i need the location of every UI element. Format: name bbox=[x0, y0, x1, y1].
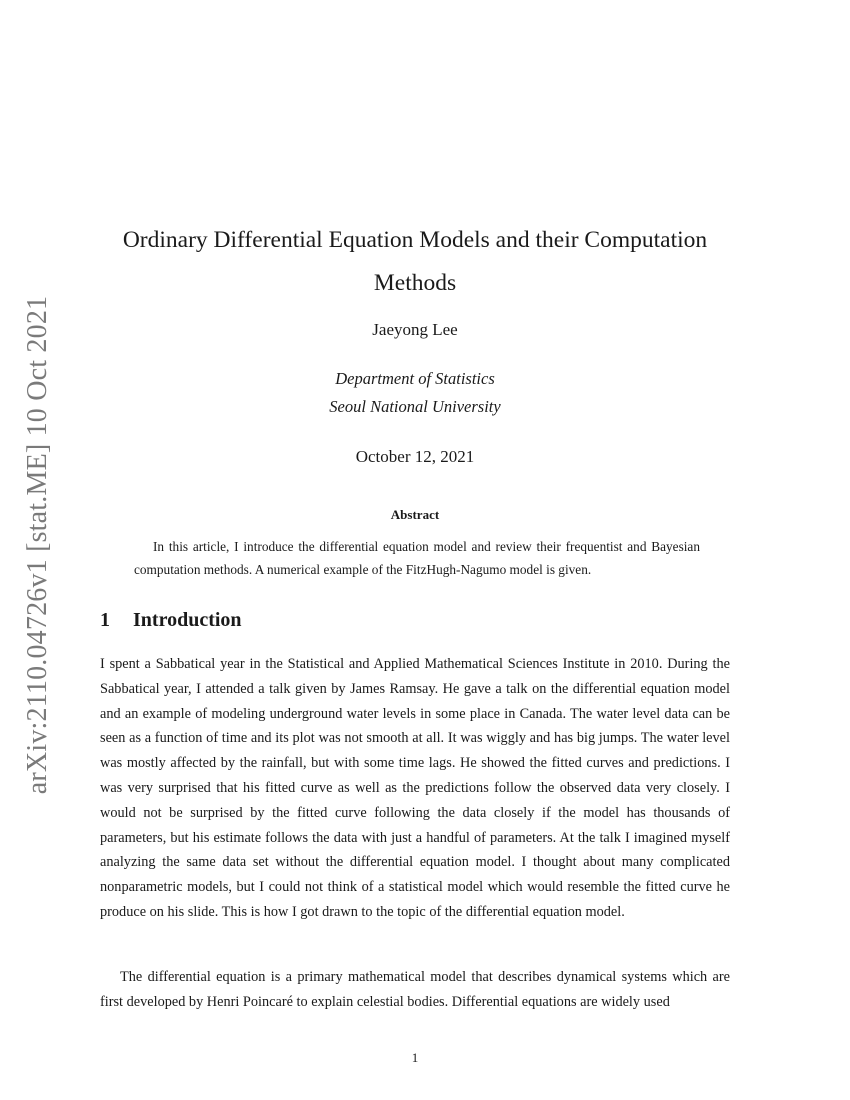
section-number: 1 bbox=[100, 609, 110, 631]
abstract-heading: Abstract bbox=[390, 507, 440, 522]
page-number: 1 bbox=[411, 1050, 419, 1065]
affiliation-department: Department of Statistics bbox=[335, 369, 495, 388]
body-paragraph: I spent a Sabbatical year in the Statistical and Applied Mathematical Sciences Institute in 2010. During the Sabbatical year, I attended a talk given by James Ramsay. He gave a talk on the differential equation model and an example of modeling underground water levels in some place in Canada. The water level data can be seen as a function of time and its plot was not smooth at all. It was wiggly and has big jumps. The water level was mostly affected by the rainfall, but with some time lags. He showed the fitted curves and predictions. I was very surprised that his fitted curve as well as the predictions follow the observed data very closely. I would not be surprised by the fitted curve following the data closely if the model has thousands of parameters, but his estimate follows the data with just a handful of parameters. At the talk I imagined myself analyzing the same data set without the differential equation model. I thought about many complicated nonparametric models, but I could not think of a statistical model which would resemble the fitted curve he produce on his slide. This is how I got drawn to the topic of the differential equation model. bbox=[100, 656, 730, 920]
arxiv-identifier-stamp: arXiv:2110.04726v1 [stat.ME] 10 Oct 2021 bbox=[22, 295, 53, 795]
section-title: Introduction bbox=[133, 609, 242, 631]
paper-title: Ordinary Differential Equation Models and their Computation Methods bbox=[122, 227, 708, 296]
affiliation-university: Seoul National University bbox=[329, 397, 501, 416]
author-affiliation bbox=[100, 365, 730, 421]
paper-date: October 12, 2021 bbox=[355, 447, 475, 466]
section-heading-introduction bbox=[100, 609, 242, 632]
body-paragraph: The differential equation is a primary mathematical model that describes dynamical systems which are first developed by Henri Poincaré to explain celestial bodies. Differential equations are widely used bbox=[100, 969, 730, 1010]
author-name: Jaeyong Lee bbox=[372, 320, 458, 339]
abstract-body: In this article, I introduce the differential equation model and review their frequentist and Bayesian computation methods. A numerical example of the FitzHugh-Nagumo model is given. bbox=[134, 539, 700, 577]
